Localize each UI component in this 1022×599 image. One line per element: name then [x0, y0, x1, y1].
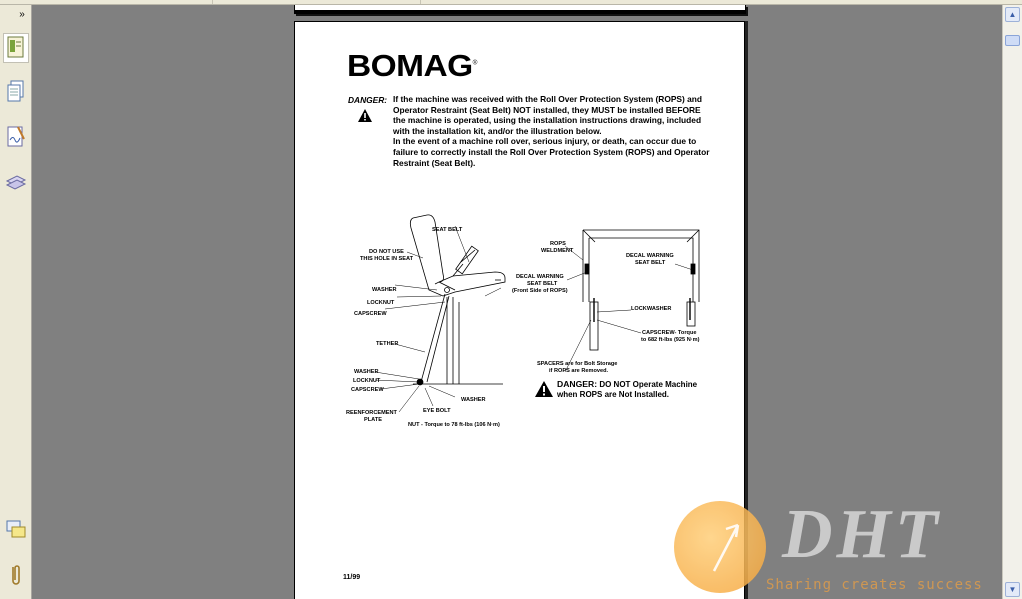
label-decal-warning: DECAL WARNING	[516, 274, 564, 280]
label-tether: TETHER	[376, 341, 399, 347]
label-reinforcement-plate: PLATE	[364, 417, 382, 423]
label-decal-warning-right: DECAL WARNING	[626, 253, 674, 259]
comments-icon[interactable]	[4, 517, 28, 545]
navigation-sidebar	[0, 5, 32, 599]
toolbar-divider	[212, 0, 213, 4]
label-lockwasher: LOCKWASHER	[631, 306, 672, 312]
layers-icon[interactable]	[4, 167, 28, 195]
label-capscrew-torque: CAPSCREW- Torque	[642, 330, 697, 336]
rops-danger-notice	[557, 379, 717, 400]
label-rops-weldment: ROPS	[550, 241, 566, 247]
pages-icon[interactable]	[4, 79, 28, 107]
bomag-logo	[347, 48, 477, 84]
danger-paragraph: In the event of a machine roll over, serious injury, or death, can occur due to failure to correctly install the Roll Over Protection System (ROPS) and Operator Restraint (Seat Belt).	[393, 136, 710, 168]
label-washer: WASHER	[372, 287, 397, 293]
scroll-down-button[interactable]: ▼	[1005, 582, 1020, 597]
previous-page-edge	[294, 5, 746, 14]
label-rops-weldment: WELDMENT	[541, 248, 574, 254]
danger-paragraph: If the machine was received with the Roll Over Protection System (ROPS) and Operator Restraint (Seat Belt) NOT installed, they MUST be installed BEFORE the machine is operated, using the installation instructions drawing, included with the installation kit, and/or the illustration below.	[393, 94, 703, 136]
label-decal-warning: SEAT BELT	[527, 281, 558, 287]
danger-text: DO NOT Operate Machine	[597, 380, 698, 389]
toolbar-divider	[420, 0, 421, 4]
label-capscrew: CAPSCREW	[354, 311, 387, 317]
logo-text: BOMAG	[347, 48, 473, 83]
label-reinforcement-plate: REENFORCEMENT	[346, 410, 397, 416]
label-nut-torque: NUT - Torque to 78 ft-lbs (106 N·m)	[408, 422, 500, 427]
label-washer: WASHER	[461, 397, 486, 403]
label-do-not-use: THIS HOLE IN SEAT	[360, 256, 414, 262]
label-capscrew: CAPSCREW	[351, 387, 384, 393]
label-washer: WASHER	[354, 369, 379, 375]
label-spacers: SPACERS are for Bolt Storage	[537, 361, 618, 367]
vertical-scrollbar[interactable]	[1002, 5, 1022, 599]
page-footer-date: 11/99	[343, 574, 361, 581]
label-seat-belt: SEAT BELT	[432, 227, 463, 233]
watermark-brand: DHT	[782, 496, 942, 573]
document-viewport[interactable]	[33, 5, 1002, 599]
signatures-icon[interactable]	[4, 123, 28, 151]
danger-text: when ROPS are Not Installed.	[557, 390, 670, 399]
label-decal-warning: (Front Side of ROPS)	[512, 288, 568, 294]
warning-triangle-icon	[535, 381, 553, 397]
warning-triangle-icon	[358, 109, 372, 122]
label-spacers: if ROPS are Removed.	[549, 368, 609, 374]
logo-mark: ®	[472, 60, 477, 67]
document-page	[294, 21, 745, 599]
label-locknut: LOCKNUT	[353, 378, 381, 384]
scroll-thumb[interactable]	[1005, 35, 1020, 46]
danger-label: DANGER:	[348, 95, 388, 105]
attachments-icon[interactable]	[4, 561, 28, 589]
danger-text	[393, 94, 713, 168]
scroll-up-button[interactable]: ▲	[1005, 7, 1020, 22]
collapse-panel-icon[interactable]: »	[19, 9, 25, 20]
danger-label: DANGER:	[557, 379, 598, 389]
label-do-not-use: DO NOT USE	[369, 249, 404, 255]
bookmarks-icon[interactable]	[3, 33, 29, 63]
label-locknut: LOCKNUT	[367, 300, 395, 306]
label-eye-bolt: EYE BOLT	[423, 408, 451, 414]
label-capscrew-torque: to 682 ft-lbs (925 N·m)	[641, 337, 700, 343]
watermark-tagline: Sharing creates success	[766, 577, 983, 593]
label-decal-warning-right: SEAT BELT	[635, 260, 666, 266]
